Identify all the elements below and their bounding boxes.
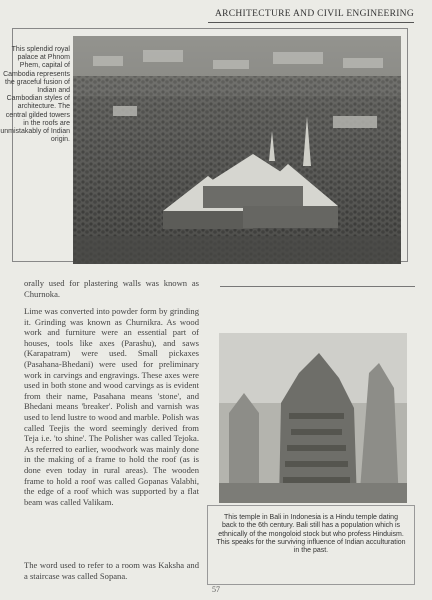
- section-rule: [220, 286, 415, 287]
- body-paragraph-1: [24, 278, 199, 299]
- running-head: ARCHITECTURE AND CIVIL ENGINEERING: [214, 9, 414, 19]
- figure-caption-temple: This temple in Bali in Indonesia is a Hindu temple dating back to the 6th century. Bali still has a population which is ethnically of the mongoloid stock but who profess Hinduism. This speaks for the surviving influence of Indian acculturation in the past.: [207, 505, 415, 585]
- page-number: 57: [212, 585, 220, 594]
- body-text: orally used for plastering walls was known as Churnoka.: [24, 278, 199, 299]
- header-rule: [208, 22, 414, 23]
- figure-caption-palace: This splendid royal palace at Phnom Phem, capital of Cambodia represents the graceful fusion of Indian and Cambodian styles of architecture. The central gilded towers in the roofs are unmistakably of Indian origin.: [0, 46, 70, 144]
- body-paragraph-3: [24, 560, 199, 581]
- body-text: Lime was converted into powder form by grinding it. Grinding was known as Churnikra. As wood work and furniture were an essential part of houses, tools like axes (Parashu), and saws (Karapatram) were used. Small pickaxes (Pasahana-Bhedani) were used for preliminary work in carvings and engravings. These axes were used in both stone and wood carvings as is evident from their name, Pasahana means 'stone', and Bhedani means 'breaker'. Polish and varnish was used to lend lustre to wood and marble. Polish was called Teejis the word seemingly derived from Teja i.e. 'to shine'. The Polisher was called Tejoka. As referred to earlier, woodwork was mainly done in the making of a frame to hold the roof (as is done even today in rural areas). The wooden frame to hold a roof was called Gopanas Valabhi, the edge of a roof which was supported by a flat beam was called Valikam.: [24, 306, 199, 507]
- body-text: The word used to refer to a room was Kaksha and a staircase was called Sopana.: [24, 560, 199, 581]
- palace-photo: [73, 36, 401, 264]
- temple-photo: [219, 333, 407, 503]
- body-paragraph-2: [24, 306, 199, 507]
